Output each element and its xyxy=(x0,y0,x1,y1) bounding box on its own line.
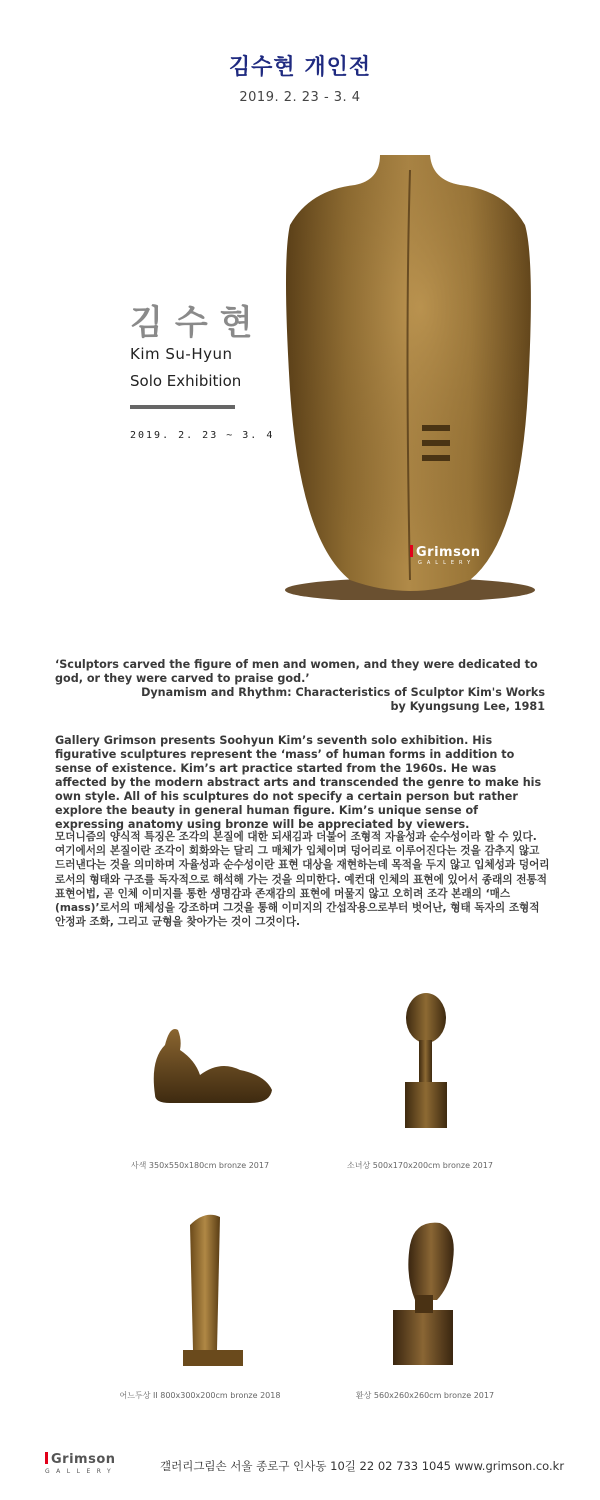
work-caption-1: 사색 350x550x180cm bronze 2017 xyxy=(130,1161,270,1170)
work-image-head-ii xyxy=(165,1205,250,1370)
logo-red-bar xyxy=(45,1452,48,1464)
hero-logo-word: Grimson xyxy=(416,545,481,560)
quote-source xyxy=(55,686,545,714)
hero-logo-sub: GALLERY xyxy=(418,560,476,566)
footer-logo-word: Grimson xyxy=(51,1452,116,1467)
exhibition-date: 2019. 2. 23 - 3. 4 xyxy=(239,90,361,105)
logo-red-bar xyxy=(410,545,413,557)
hero-gallery-logo xyxy=(410,545,481,566)
work-caption-4: 환상 560x260x260cm bronze 2017 xyxy=(355,1391,495,1400)
work-caption-3: 어느두상 II 800x300x200cm bronze 2018 xyxy=(119,1391,281,1400)
work-image-girl xyxy=(395,990,455,1130)
poster-divider xyxy=(130,405,235,409)
exhibition-title: 김수현 개인전 xyxy=(228,55,372,80)
hero-sculpture-image xyxy=(270,140,545,600)
english-description: Gallery Grimson presents Soohyun Kim’s seventh solo exhibition. His figurative sculptures represent the ‘mass’ of human forms in addition to sense of existence. Kim’s art practice started from the 1960s. He was affected by the modern abstract arts and transcended the genre to make his own style. All of his sculptures do not specify a certain person but rather explore the beauty in general human figure. Kim’s unique sense of expressing anatomy using bronze will be appreciated by viewers. xyxy=(55,734,542,831)
quote-source-author: by Kyungsung Lee, 1981 xyxy=(390,700,545,713)
footer-gallery-logo xyxy=(45,1452,117,1475)
work-image-reclining xyxy=(140,1015,280,1110)
work-caption-2: 소녀상 500x170x200cm bronze 2017 xyxy=(347,1161,493,1170)
footer-logo-sub: GALLERY xyxy=(45,1468,118,1475)
quote-text: ‘Sculptors carved the figure of men and women, and they were dedicated to god, or they were carved to praise god.’ xyxy=(55,658,538,685)
poster xyxy=(55,140,545,600)
quote-source-title: Dynamism and Rhythm: Characteristics of Sculptor Kim's Works xyxy=(141,686,545,699)
poster-date: 2019. 2. 23 ~ 3. 4 xyxy=(130,430,275,441)
footer-contact-info: 갤러리그림손 서울 종로구 인사동 10길 22 02 733 1045 www.grimson.co.kr xyxy=(160,1459,565,1473)
korean-description: 모더니즘의 양식적 특징은 조각의 본질에 대한 되새김과 더불어 조형적 자율성과 순수성이라 할 수 있다. 여기에서의 본질이란 조각이 회화와는 달리 그 매체가 입체이며 덩어리로 이루어진다는 것을 감추지 않고 드러낸다는 것을 의미하며 자율성과 순수성이란 표현 대상을 재현하는데 목적을 두지 않고 입체성과 덩어리로서의 형태와 구조를 독자적으로 해석해 가는 것을 의미한다. 예컨대 인체의 표현에 있어서 종래의 전통적 표현어법, 곧 인체 이미지를 통한 생명감과 존재감의 표현에 머물지 않고 오히려 조각 본래의 ‘매스(mass)’로서의 매체성을 강조하며 그것을 통해 이미지의 간섭작용으로부터 벗어난, 형태 독자의 조형적 안정과 조화, 그리고 균형을 찾아가는 것이 그것이다. xyxy=(55,831,550,929)
poster-subtitle: Solo Exhibition xyxy=(130,372,242,390)
poster-artist-name-korean: 김수현 xyxy=(130,303,265,343)
work-image-fantasy xyxy=(385,1215,470,1365)
poster-artist-name-english: Kim Su-Hyun xyxy=(130,345,233,363)
hero-sculpture-illustration xyxy=(270,140,545,600)
